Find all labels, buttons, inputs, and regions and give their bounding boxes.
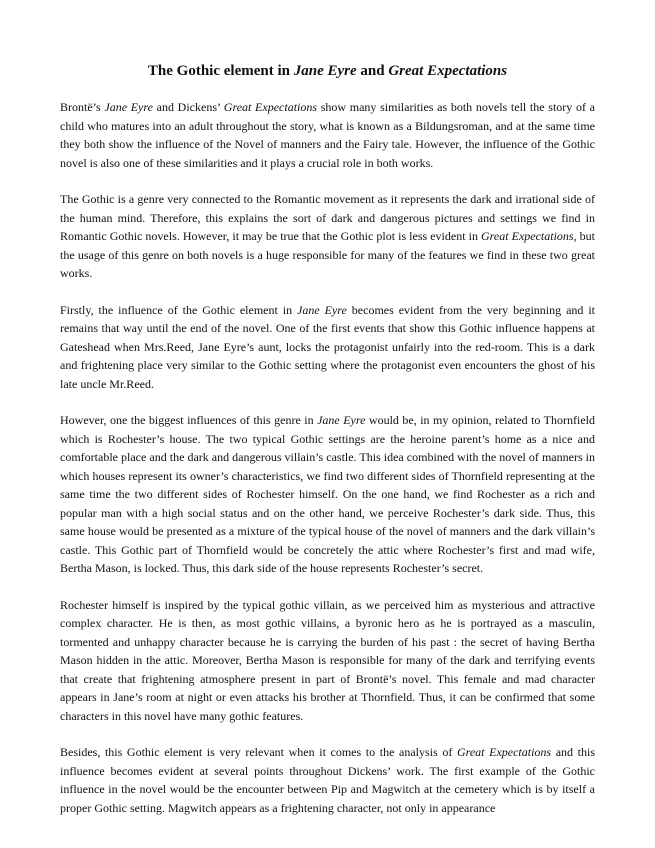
document-title: The Gothic element in Jane Eyre and Great Expectations [147, 63, 508, 79]
paragraph-1: Brontë’s Jane Eyre and Dickens’ Great Expectations show many similarities as both novels tell the story of a child who matures into an adult throughout the story, what is known as a Bildungsroman, and at the same time they both show the influence of the Novel of manners and the Fairy tale. However, the influence of the Gothic novel is also one of these similarities and it plays a crucial role in both works. [60, 100, 596, 170]
title-work-2: Great Expectations [388, 63, 508, 79]
paragraph-6: Besides, this Gothic element is very relevant when it comes to the analysis of Great Expectations and this influence becomes evident at several points throughout Dickens’ work. The first example of the Gothic influence in the novel would be the encounter between Pip and Magwitch at the cemetery which is by itself a proper Gothic setting. Magwitch appears as a frightening character, not only in appearance [60, 745, 595, 815]
paragraph-4: However, one the biggest influences of this genre in Jane Eyre would be, in my opinion, related to Thornfield which is Rochester’s house. The two typical Gothic settings are the heroine parent’s home as a nice and comfortable place and the dark and dangerous villain’s castle. This idea combined with the novel of manners in which houses represent its owner’s characteristics, we find two different sides of Thornfield representing at the same time the two different sides of Rochester himself. On the one hand, we find Rochester as a rich and popular man with a high social status and on the other hand, we perceive Rochester’s dark side. Thus, this same house would be presented as a mixture of the typical house of the novel of manners and the dark villain’s castle. This Gothic part of Thornfield would be concretely the attic where Rochester’s first and mad wife, Bertha Mason, is locked. Thus, this dark side of the house represents Rochester’s secret. [60, 413, 596, 575]
paragraph-2: The Gothic is a genre very connected to the Romantic movement as it represents the dark and irrational side of the human mind. Therefore, this explains the sort of dark and dangerous pictures and settings we find in Romantic Gothic novels. However, it may be true that the Gothic plot is less evident in Great Expectations, but the usage of this genre on both novels is a huge responsible for many of the features we find in these two great works. [60, 192, 595, 280]
paragraph-3: Firstly, the influence of the Gothic element in Jane Eyre becomes evident from the very beginning and it remains that way until the end of the novel. One of the first events that show this Gothic influence happens at Gateshead when Mrs.Reed, Jane Eyre’s aunt, locks the protagonist unfairly into the red-room. This is a dark and frightening place very similar to the Gothic setting where the protagonist even encounters the ghost of his late uncle Mr.Reed. [60, 302, 596, 391]
document-page [60, 60, 595, 835]
paragraph-5: Rochester himself is inspired by the typical gothic villain, as we perceived him as mysterious and attractive complex character. He is then, as most gothic villains, a byronic hero as he is portrayed as a masculin, tormented and unhappy character because he is carrying the burden of his past : the secret of having Bertha Mason hidden in the attic. Moreover, Bertha Mason is responsible for many of the dark and terrifying events that create that frightening atmosphere present in part of Brontë’s novel. This female and mad character appears in Jane’s room at night or even attacks his brother at Thornfield. Thus, it can be confirmed that some characters in this novel have many gothic features. [60, 597, 595, 723]
title-work-1: Jane Eyre [293, 63, 357, 79]
